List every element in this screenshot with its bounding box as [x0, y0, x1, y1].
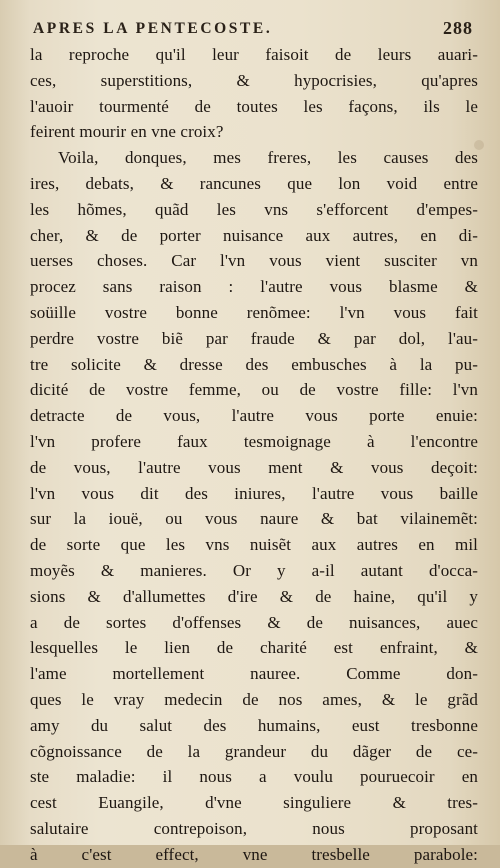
text-line: detracte de vous, l'autre vous porte enuie: — [30, 406, 478, 426]
page-header — [33, 14, 473, 44]
text-line: lesquelles le lien de charité est enfraint, & — [30, 638, 478, 658]
text-line: dicité de vostre femme, ou de vostre fille: l'vn — [30, 380, 478, 400]
text-line: la reproche qu'il leur faisoit de leurs auari- — [30, 45, 478, 64]
text-line: les hõmes, quãd les vns s'efforcent d'empes- — [30, 199, 478, 219]
running-head: APRES LA PENTECOSTE. — [33, 20, 273, 37]
paper-stain — [474, 140, 484, 150]
text-line: l'ame mortellement nauree. Comme don- — [30, 664, 478, 684]
text-line: de sorte que les vns nuisẽt aux autres en mil — [30, 535, 478, 555]
text-line: cher, & de porter nuisance aux autres, en di- — [30, 225, 478, 245]
text-line: salutaire contrepoison, nous proposant — [30, 818, 478, 838]
text-line: soüille vostre bonne renõmee: l'vn vous fait — [30, 302, 478, 322]
text-line: uerses choses. Car l'vn vous vient susciter vn — [30, 251, 478, 271]
text-line: cest Euangile, d'vne singuliere & tres- — [30, 793, 478, 813]
text-line: procez sans raison : l'autre vous blasme & — [30, 277, 478, 297]
text-line: tre solicite & dresse des embusches à la pu- — [30, 354, 478, 374]
text-line: à c'est effect, vne tresbelle parabole: — [30, 844, 478, 864]
text-line: l'vn vous dit des iniures, l'autre vous baille — [30, 483, 478, 503]
text-line: feirent mourir en vne croix? — [30, 122, 224, 142]
body-text — [30, 42, 478, 868]
text-line: ste maladie: il nous a voulu pouruecoir en — [30, 767, 478, 787]
text-line: moyẽs & manieres. Or y a-il autant d'occa- — [30, 560, 478, 580]
page-number: 288 — [443, 18, 473, 38]
text-line: perdre vostre biẽ par fraude & par dol, l'au- — [30, 328, 478, 348]
text-line: amy du salut des humains, eust tresbonne — [30, 715, 478, 735]
text-line: cõgnoissance de la grandeur du dãger de ce- — [30, 741, 478, 761]
text-line: Voila, donques, mes freres, les causes des — [58, 148, 478, 168]
text-line: ires, debats, & rancunes que lon void entre — [30, 173, 478, 193]
text-line: a de sortes d'offenses & de nuisances, auec — [30, 612, 478, 632]
text-line: ques le vray medecin de nos ames, & le grãd — [30, 689, 478, 709]
text-line: de vous, l'autre vous ment & vous deçoit: — [30, 457, 478, 477]
text-line: sions & d'allumettes d'ire & de haine, qu'il y — [30, 586, 478, 606]
text-line: l'auoir tourmenté de toutes les façons, ils le — [30, 96, 478, 116]
text-line: l'vn profere faux tesmoignage à l'encontre — [30, 431, 478, 451]
text-line: sur la iouë, ou vous naure & bat vilainemẽt: — [30, 509, 478, 529]
text-line: ces, superstitions, & hypocrisies, qu'apres — [30, 70, 478, 90]
